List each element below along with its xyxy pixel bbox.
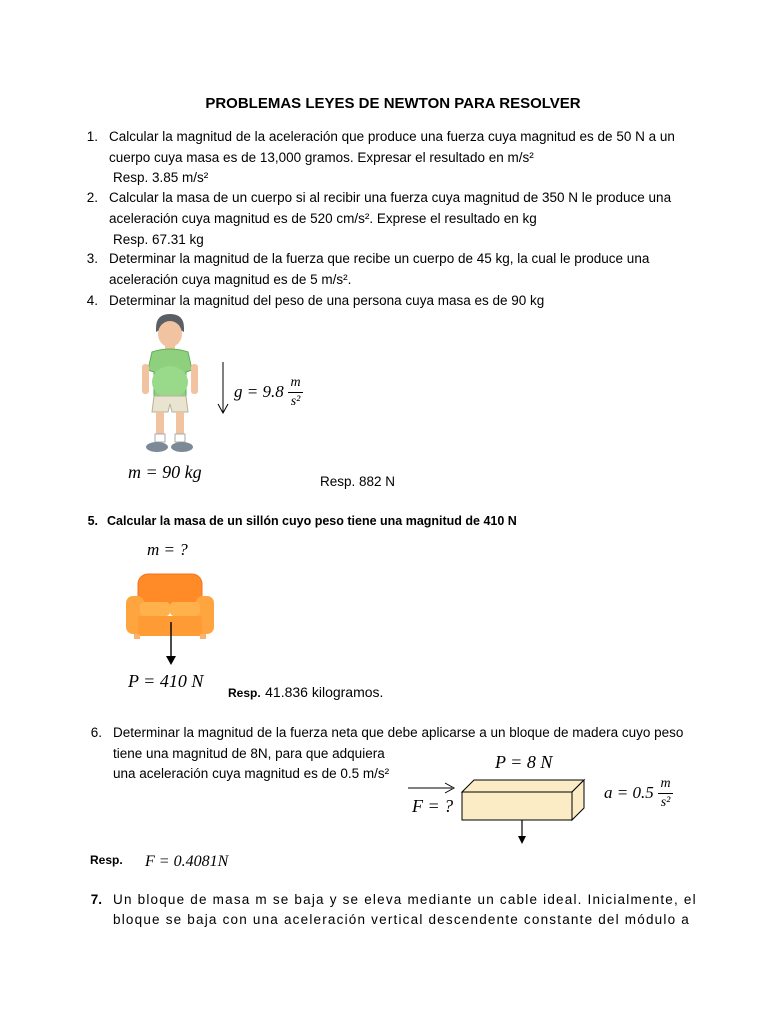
acceleration-formula [604,775,673,812]
gravity-arrow-icon [216,362,230,414]
problem-7-number: 7. [90,892,102,907]
problem-3-line-1: Determinar la magnitud de la fuerza que recibe un cuerpo de 45 kg, la cual le produce una [109,251,650,266]
problem-6-line-3: una aceleración cuya magnitud es de 0.5 m/s² [113,766,390,781]
problem-4-number: 4. [86,293,98,308]
problem-2-line-2: aceleración cuya magnitud es de 520 cm/s². Exprese el resultado en kg [109,211,537,226]
problem-7-line-1: Un bloque de masa m se baja y se eleva mediante un cable ideal. Inicialmente, el [113,892,697,907]
problem-6-line-2: tiene una magnitud de 8N, para que adquiera [113,746,385,761]
problem-2-number: 2. [86,190,98,205]
gravity-lhs: g = 9.8 [234,381,284,401]
problem-7-line-2: bloque se baja con una aceleración vertical descendente constante del módulo a [113,912,690,927]
acceleration-lhs: a = 0.5 [604,782,654,802]
gravity-unit-numerator: m [288,374,302,393]
wooden-block [460,778,590,846]
problem-1-number: 1. [86,129,98,144]
acceleration-unit-denominator: s² [660,795,671,810]
applied-force: F = ? [412,796,454,816]
problem-3-number: 3. [86,251,98,266]
page-title: PROBLEMAS LEYES DE NEWTON PARA RESOLVER [205,95,581,112]
problem-3-line-2: aceleración cuya magnitud es de 5 m/s². [109,272,352,287]
problem-1-line-1: Calcular la magnitud de la aceleración que produce una fuerza cuya magnitud es de 50 N a un [109,129,675,144]
sofa-weight: P = 410 N [128,671,204,691]
acceleration-fraction [658,775,672,812]
acceleration-unit-numerator: m [658,775,672,794]
sofa-unknown-mass: m = ? [147,540,188,559]
problem-1-answer: Resp. 3.85 m/s² [113,170,209,185]
block-weight: P = 8 N [495,752,553,772]
problem-6-answer-prefix: Resp. [90,853,123,867]
gravity-formula [234,374,303,411]
problem-6-answer: F = 0.4081N [145,853,229,870]
problem-1-line-2: cuerpo cuya masa es de 13,000 gramos. Expresar el resultado en m/s² [109,150,534,165]
gravity-unit-denominator: s² [290,394,301,409]
force-arrow-icon [408,782,456,794]
person-mass: m = 90 kg [128,462,202,482]
problem-6-line-1: Determinar la magnitud de la fuerza neta que debe aplicarse a un bloque de madera cuyo peso [113,725,684,740]
problem-6-number: 6. [90,725,102,740]
problem-5-line-1: Calcular la masa de un sillón cuyo peso tiene una magnitud de 410 N [107,514,517,528]
problem-2-line-1: Calcular la masa de un cuerpo si al recibir una fuerza cuya magnitud de 350 N le produce una [109,190,672,205]
problem-2-answer: Resp. 67.31 kg [113,232,204,247]
sofa-weight-arrow-icon [164,622,178,666]
problem-4-line-1: Determinar la magnitud del peso de una persona cuya masa es de 90 kg [109,293,545,308]
problem-4-answer: Resp. 882 N [320,474,396,489]
gravity-fraction [288,374,302,411]
problem-5-answer [228,684,383,702]
problem-5-number: 5. [87,514,98,528]
person-illustration [134,312,206,456]
problem-5-answer-prefix: Resp. [228,686,261,700]
problem-5-answer-value: 41.836 kilogramos. [265,684,384,700]
